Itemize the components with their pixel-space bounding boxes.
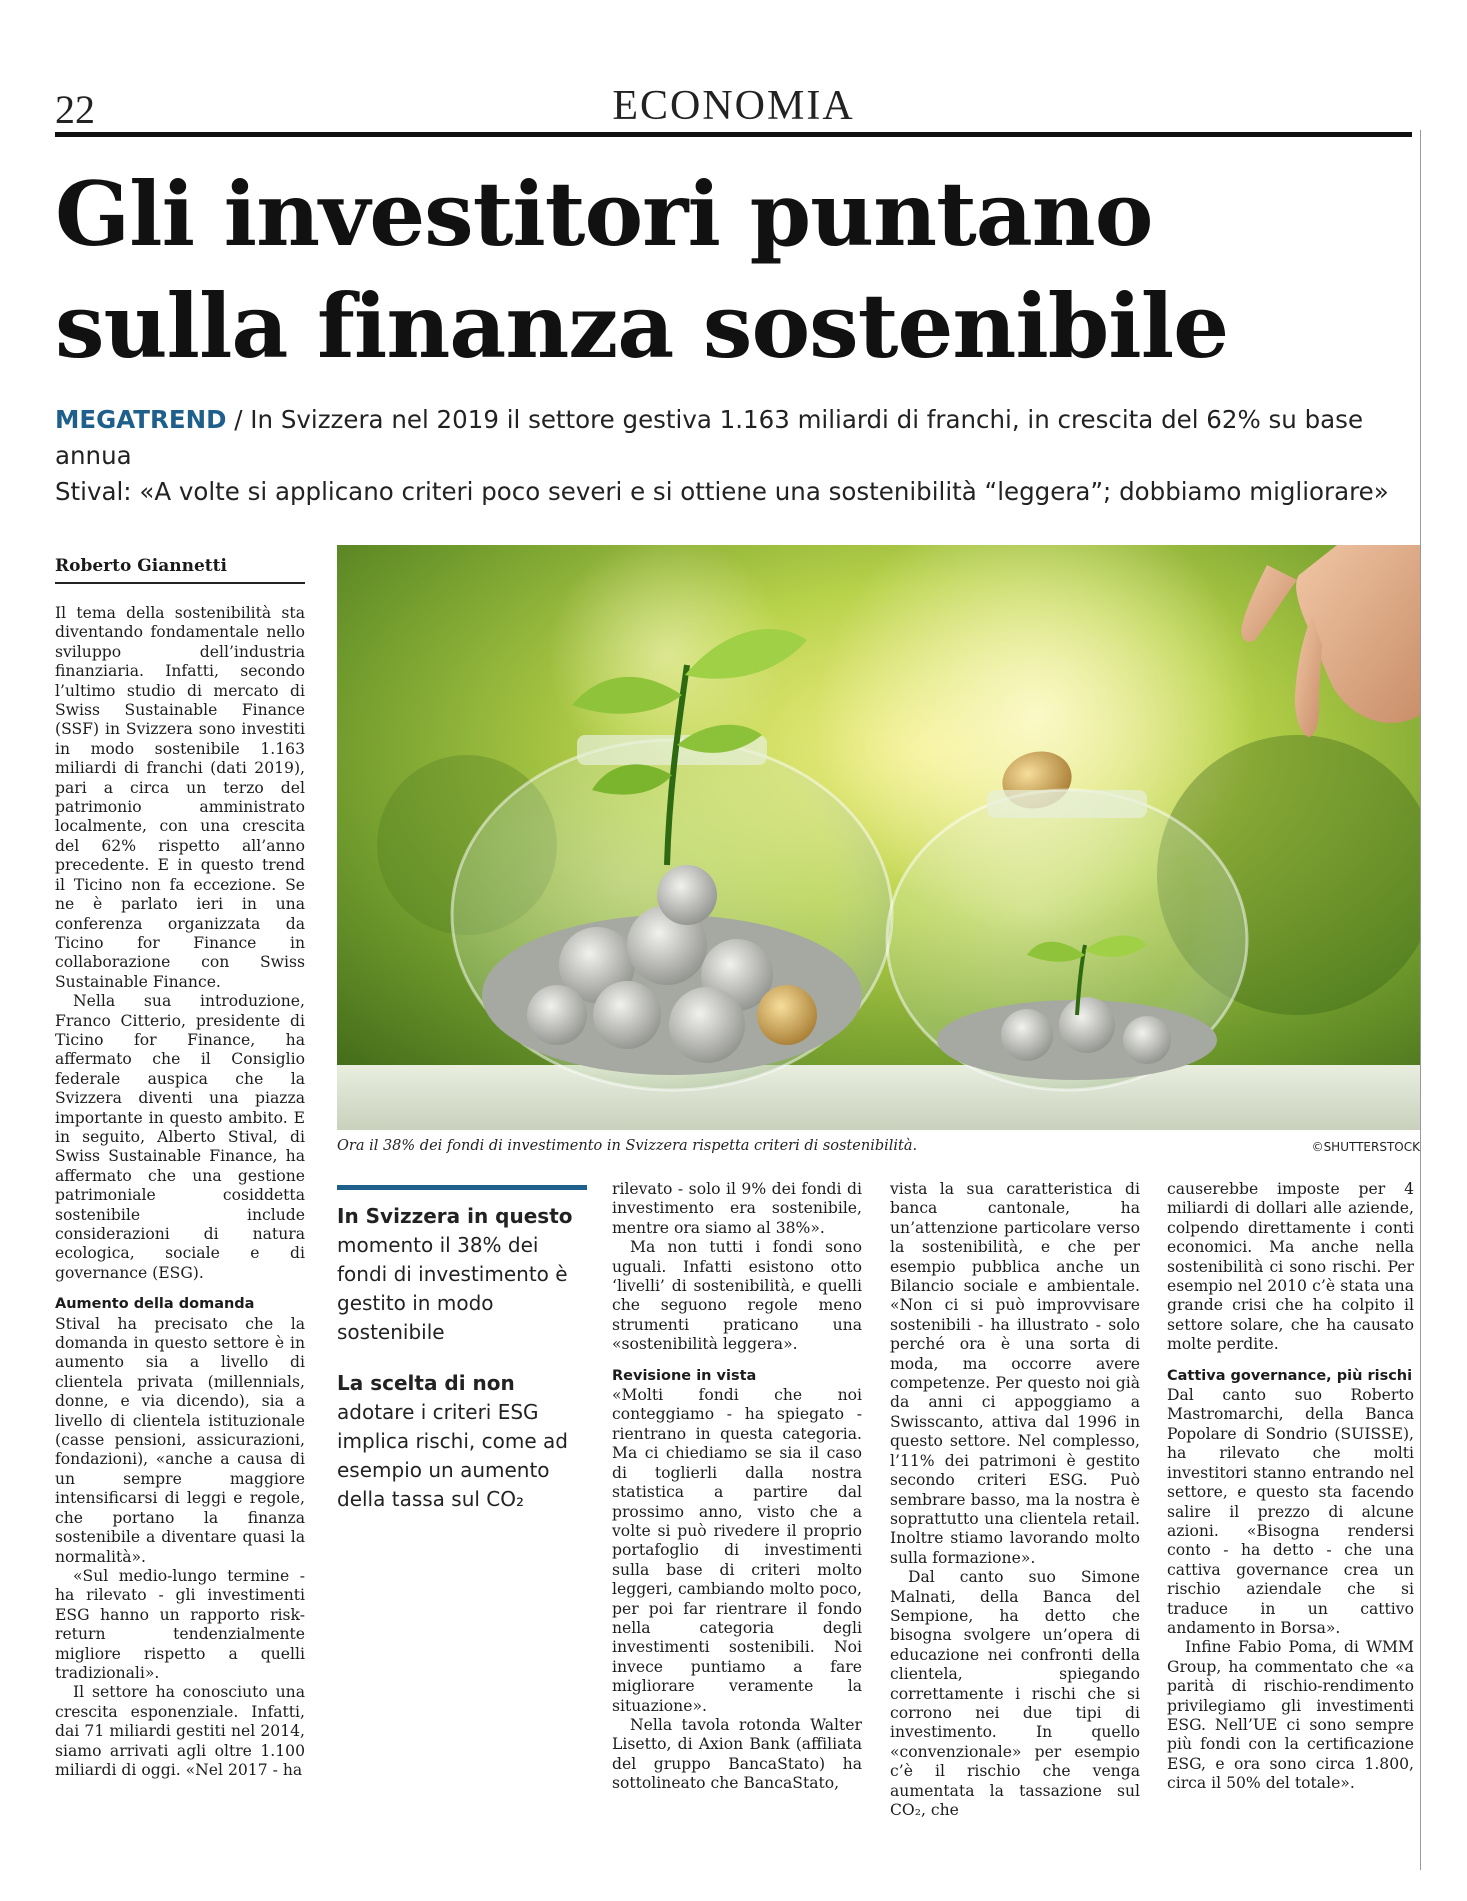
paragraph: rilevato - solo il 9% dei fondi di investimento era sostenibile, mentre ora siamo al 38%». xyxy=(612,1180,862,1237)
headline-line-2: sulla finanza sostenibile xyxy=(55,274,1229,378)
paragraph: Nella tavola rotonda Walter Lisetto, di Axion Bank (affiliata del gruppo BancaStato) ha sottolineato che BancaStato, xyxy=(612,1715,862,1793)
subhead-line-2: Stival: «A volte si applicano criteri poco severi e si ottiene una sostenibilità “leggera”; dobbiamo migliorare» xyxy=(55,477,1389,506)
pull-quote-text: momento il 38% dei fondi di investimento è gestito in modo sostenibile xyxy=(337,1233,568,1344)
header-rule xyxy=(55,132,1412,137)
paragraph: «Sul medio-lungo termine - ha rilevato - gli investimenti ESG hanno un rapporto risk-return tendenzialmente migliore rispetto a quelli tradizionali». xyxy=(55,1566,305,1682)
paragraph: Dal canto suo Roberto Mastromarchi, della Banca Popolare di Sondrio (SUISSE), ha rilevato che molti investitori stanno entrando nel settore, e questo sta facendo salire il prezzo di alcune azioni. «Bisogna rendersi conto - ha detto - che una cattiva governance crea un rischio aziendale che si traduce in un cattivo andamento in Borsa». xyxy=(1167,1386,1414,1637)
byline: Roberto Giannetti xyxy=(55,556,305,584)
paragraph: Infine Fabio Poma, di WMM Group, ha commentato che «a parità di rischio-rendimento privilegiamo gli investimenti ESG. Nell’UE ci sono sempre più fondi con la certificazione ESG, e ora sono circa 1.800, circa il 50% del totale». xyxy=(1167,1638,1414,1793)
article-column-3 xyxy=(890,1180,1140,1820)
pull-quote-2 xyxy=(337,1369,587,1514)
subhead xyxy=(55,402,1415,510)
pull-quote-text: adotare i criteri ESG implica rischi, come ad esempio un aumento della tassa sul CO₂ xyxy=(337,1400,568,1511)
paragraph: Stival ha precisato che la domanda in questo settore è in aumento sia a livello di clientela privata (millennials, donne, e via dicendo), sia a livello di clientela istituzionale (casse pensioni, assicurazioni, fondazioni), «anche a causa di un sempre maggiore intensificarsi di leggi e regole, che portano la finanza sostenibile a diventare quasi la normalità». xyxy=(55,1314,305,1566)
section-title: ECONOMIA xyxy=(612,83,855,129)
kicker-separator: / xyxy=(226,405,251,434)
pull-quote-lead: In Svizzera in questo xyxy=(337,1204,573,1228)
pull-quote-lead: La scelta di non xyxy=(337,1371,515,1395)
article-column-4 xyxy=(1167,1180,1414,1794)
article-column-2 xyxy=(612,1180,862,1794)
photo-credit: ©SHUTTERSTOCK xyxy=(1311,1140,1420,1154)
coins-jars-plant-image xyxy=(337,545,1420,1130)
page-number: 22 xyxy=(55,87,95,132)
subheading: Cattiva governance, più rischi xyxy=(1167,1367,1413,1384)
article-photo xyxy=(337,545,1420,1130)
paragraph: «Molti fondi che noi conteggiamo - ha spiegato - rientrano in questa categoria. Ma ci chiediamo se sia il caso di toglierli dalla nostra statistica a partire dal prossimo anno, visto che a volte si può rivedere il proprio portafoglio di investimenti sulla base di criteri molto leggeri, cambiando molto poco, per poi far rientrare il fondo nella categoria degli investimenti sostenibili. Noi invece puntiamo a fare migliorare veramente la situazione». xyxy=(612,1386,862,1715)
paragraph: causerebbe imposte per 4 miliardi di dollari alle aziende, colpendo direttamente i conti economici. Ma anche nella sostenibilità ci sono rischi. Per esempio nel 2010 c’è stata una grande crisi che ha colpito il settore solare, che ha causato molte perdite. xyxy=(1167,1180,1414,1354)
paragraph: Il tema della sostenibilità sta diventando fondamentale nello sviluppo dell’industria finanziaria. Infatti, secondo l’ultimo studio di mercato di Swiss Sustainable Finance (SSF) in Svizzera sono investiti in modo sostenibile 1.163 miliardi di franchi (dati 2019), pari a circa un terzo del patrimonio amministrato localmente, con una crescita del 62% rispetto all’anno precedente. E in questo trend il Ticino non fa eccezione. Se ne è parlato ieri in una conferenza organizzata da Ticino for Finance in collaborazione con Swiss Sustainable Finance. xyxy=(55,604,305,991)
subheading: Aumento della domanda xyxy=(55,1296,255,1313)
paragraph: Il settore ha conosciuto una crescita esponenziale. Infatti, dai 71 miliardi gestiti nel 2014, siamo arrivati agli oltre 1.100 miliardi di oggi. «Nel 2017 - ha xyxy=(55,1683,305,1779)
photo-caption: Ora il 38% dei fondi di investimento in Svizzera rispetta criteri di sostenibilità. xyxy=(337,1138,918,1154)
headline xyxy=(55,158,1405,382)
article-column-1 xyxy=(55,604,305,1780)
paragraph: Ma non tutti i fondi sono uguali. Infatti esistono otto ‘livelli’ di sostenibilità, e quelli che seguono regole meno strumenti praticano una «sostenibilità leggera». xyxy=(612,1238,862,1354)
kicker: MEGATREND xyxy=(55,405,227,434)
right-margin-rule xyxy=(1420,130,1421,1870)
headline-line-1: Gli investitori puntano xyxy=(55,162,1153,266)
paragraph: Nella sua introduzione, Franco Citterio, presidente di Ticino for Finance, ha affermato che il Consiglio federale auspica che la Svizzera diventi una piazza importante in questo ambito. E in seguito, Alberto Stival, di Swiss Sustainable Finance, ha affermato che una gestione patrimoniale cosiddetta sostenibile include considerazioni di natura ecologica, sociale e di governance (ESG). xyxy=(55,992,305,1282)
pull-quote-1 xyxy=(337,1202,587,1347)
pull-quotes xyxy=(337,1185,587,1536)
paragraph: Dal canto suo Simone Malnati, della Banca del Sempione, ha detto che bisogna svolgere un’opera di educazione nei confronti della clientela, spiegando correttamente i rischi che si corrono nei due tipi di investimento. In quello «convenzionale» per esempio c’è il rischio che venga aumentata la tassazione sul CO₂, che xyxy=(890,1568,1140,1819)
subheading: Revisione in vista xyxy=(612,1367,757,1384)
subhead-line-1: In Svizzera nel 2019 il settore gestiva 1.163 miliardi di franchi, in crescita del 62% su base annua xyxy=(55,405,1364,470)
paragraph: vista la sua caratteristica di banca cantonale, ha un’attenzione particolare verso la sostenibilità, e che per esempio pubblica anche un Bilancio sociale e ambientale. «Non ci si può improvvisare sostenibili - ha illustrato - solo perché ora è una sorta di moda, ma occorre avere competenze. Per questo noi già da anni ci appoggiamo a Swisscanto, attiva dal 1996 in questo settore. Nel complesso, l’11% dei patrimoni è gestito secondo criteri ESG. Può sembrare basso, ma la nostra è soprattutto una clientela retail. Inoltre stiamo lavorando molto sulla formazione». xyxy=(890,1180,1140,1567)
pull-quote-bar xyxy=(337,1185,587,1190)
